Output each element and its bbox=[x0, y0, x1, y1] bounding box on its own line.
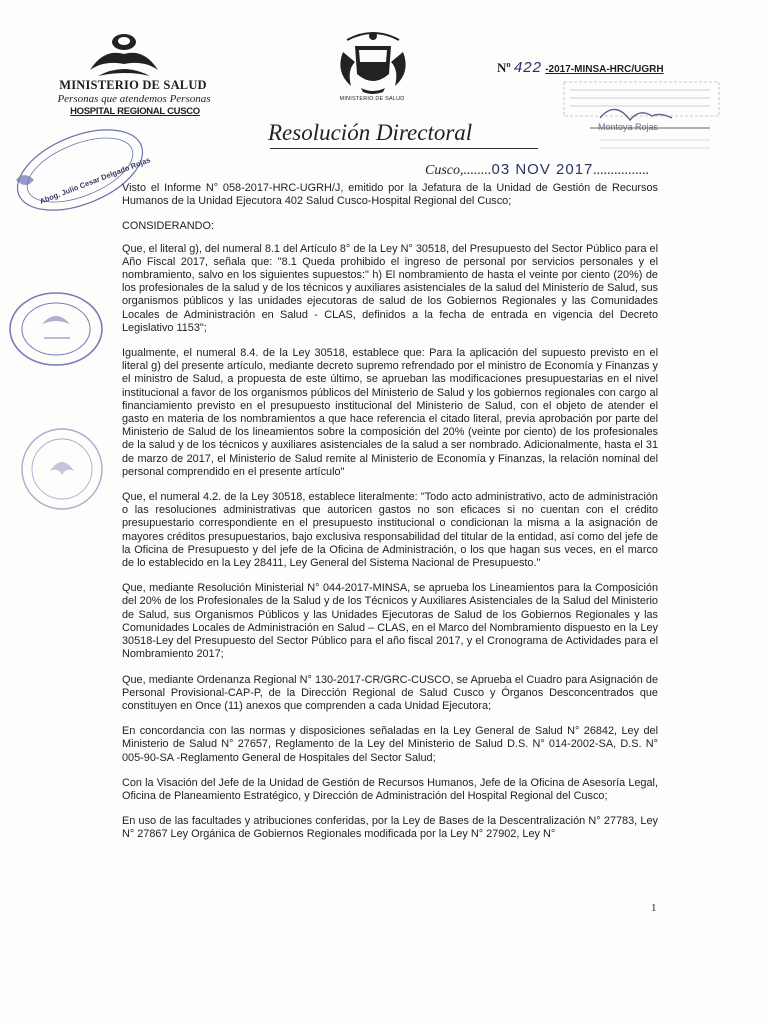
body-paragraph: Que, el literal g), del numeral 8.1 del Artículo 8° de la Ley N° 30518, del Presupuesto del Sector Público para el Año Fiscal 2017, señala que: "8.1 Queda prohibido el ingreso de personal por servicios personales y el nombramiento, salvo en los siguientes supuestos:" h) El nombramiento de hasta el veinte por ciento (20%) de los profesionales de la salud y de los técnicos y auxiliares asistenciales de la salud del Ministerio de Salud, sus organismos públicos y las unidades ejecutoras de salud de los Gobiernos Regionales y las Comunidades Locales de Administración en Salud - CLAS, definidos a la fecha de entrada en vigencia del Decreto Legislativo 1153"; bbox=[122, 242, 659, 334]
ministry-tagline: Personas que atendemos Personas bbox=[57, 93, 211, 105]
body-paragraph: Igualmente, el numeral 8.4. de la Ley 30518, establece que: Para la aplicación del supuesto previsto en el literal g) del presente artículo, mediante decreto supremo refrendado por el ministro de Economía y Finanzas y el ministro de Salud, a propuesta de este último, se aprueban las modificaciones presupuestarias en el nivel institucional a favor de los organismos públicos del Ministerio de Salud y los gobiernos regionales con cargo al financiamiento previsto en el presupuesto institucional del Ministerio de Salud, con el objeto de atender el gasto en materia de los nombramientos a que hace referencia el citado literal, previa aprobación por parte del Ministerio de Salud de los lineamientos sobre la composición del 20% (veinte por ciento) de los profesionales de la salud y de los técnicos y auxiliares asistenciales de la salud a ser nombrado. Adicionalmente, hasta el 31 de marzo de 2017, el Ministerio de Salud remite al Ministerio de Economía y Finanzas, la relación nominal del personal comprendido en el presente artículo" bbox=[122, 347, 658, 478]
body-paragraph: Con la Visación del Jefe de la Unidad de Gestión de Recursos Humanos, Jefe de la Oficina de Asesoría Legal, Oficina de Planeamiento Estratégico, y Dirección de Administración del Hospital Regional del Cusco; bbox=[122, 776, 658, 802]
body-paragraph: En uso de las facultades y atribuciones conferidas, por la Ley de Bases de la Descentralización N° 27783, Ley N° 27867 Ley Orgánica de Gobiernos Regionales modificada por la Ley N° 27902, Ley N° bbox=[122, 815, 658, 841]
number-prefix: Nº bbox=[497, 60, 511, 75]
number-suffix: -2017-MINSA-HRC/UGRH bbox=[545, 64, 664, 75]
body-paragraph: Visto el Informe N° 058-2017-HRC-UGRH/J, emitido por la Jefatura de la Unidad de Gestión de Recursos Humanos de la Unidad Ejecutora 402 Salud Cusco-Hospital Regional del Cusco; bbox=[122, 182, 658, 208]
title-underline bbox=[270, 148, 538, 149]
signature-stamp-icon bbox=[560, 78, 725, 156]
lawyer-stamp-text: Abog. Julio Cesar Delgado Rojas bbox=[38, 155, 152, 206]
republic-label: MINISTERIO DE SALUD bbox=[339, 96, 405, 102]
section-heading: CONSIDERANDO: bbox=[122, 220, 214, 233]
body-paragraph: Que, mediante Ordenanza Regional N° 130-2017-CR/GRC-CUSCO, se Aprueba el Cuadro para Asignación de Personal Provisional-CAP-P, de la Dirección Regional de Salud Cusco y Órganos Desconcentrados que constituyen en Once (11) anexos que comprenden a cada Unidad Ejecutora; bbox=[122, 673, 658, 712]
ministry-logo-icon bbox=[84, 30, 164, 80]
date-stamp: 03 NOV 2017 bbox=[491, 161, 594, 178]
body-paragraph: Que, mediante Resolución Ministerial N° 044-2017-MINSA, se aprueba los Lineamientos para la Composición del 20% de los Profesionales de la Salud y de los Técnicos y Auxiliares Asistenciales de la Salud del Ministerio de Salud, sus Organismos Públicos y las Unidades Ejecutoras de Salud de los Gobiernos Regionales y las Comunidades Locales de Administración en Salud – CLAS, en el Marco del Nombramiento dispuesto en la Ley 30518-Ley del Presupuesto del Sector Público para el año fiscal 2017, y el Cronograma de Actividades para el Nombramiento 2017; bbox=[122, 582, 658, 661]
hospital-seal-icon bbox=[16, 423, 108, 515]
signature-name: Montoya Rojas bbox=[598, 122, 659, 132]
ministry-title: MINISTERIO DE SALUD bbox=[59, 78, 207, 92]
resolution-title: Resolución Directoral bbox=[268, 120, 473, 145]
resolution-body bbox=[122, 182, 658, 854]
place-date-line bbox=[425, 161, 649, 179]
hospital-name: HOSPITAL REGIONAL CUSCO bbox=[70, 106, 200, 117]
place-label: Cusco, bbox=[425, 163, 464, 178]
resolution-number bbox=[497, 59, 664, 76]
number-handwritten: 422 bbox=[513, 59, 542, 76]
body-paragraph: En concordancia con las normas y disposiciones señaladas en la Ley General de Salud N° 26842, Ley del Ministerio de Salud N° 27657, Reglamento de la Ley del Ministerio de Salud D.S. N° 014-2002-SA, D.S. N° 005-90-SA -Reglamento General de Hospitales del Sector Salud; bbox=[122, 725, 658, 764]
regional-seal-icon bbox=[4, 288, 104, 370]
body-paragraph: Que, el numeral 4.2. de la Ley 30518, establece literalmente: "Todo acto administrativo, acto de administración o las resoluciones administrativas que autoricen gastos no son eficaces si no cuentan con el crédito presupuestario correspondiente en el presupuesto institucional o condicionan la misma a la asignación de mayores créditos presupuestarios, bajo exclusiva responsabilidad del titular de la entidad, así como del jefe de la Oficina de Presupuesto y del jefe de la Oficina de Administración, o los que hagan sus veces, en el marco de lo establecido en la Ley 28411, Ley General del Sistema Nacional de Presupuesto." bbox=[122, 491, 658, 570]
dots-right: ................ bbox=[593, 163, 650, 178]
dots-left: ........ bbox=[463, 163, 492, 178]
peru-coat-of-arms-icon bbox=[333, 22, 413, 102]
page-number: 1 bbox=[651, 902, 657, 914]
